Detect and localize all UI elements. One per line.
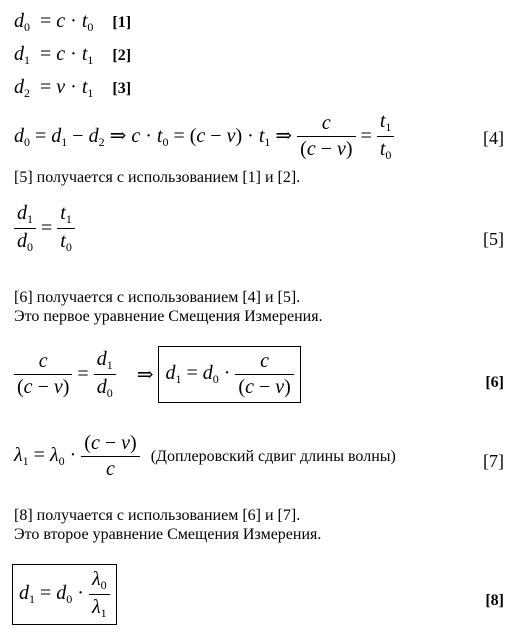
equation-5: $\frac{d_1}{d_0}$ = $\frac{t_1}{t_0}$	[14, 202, 502, 255]
equation-tag: [4]	[483, 128, 504, 148]
boxed-result: $d_1 = d_0$ · $\frac{\lambda_0}{\lambda_1}$	[12, 564, 117, 625]
subscript: 1	[87, 53, 94, 67]
equation-7: $\lambda_1 = \lambda_0$ · $\frac{(c - v)}{c}$ (Доплеровский сдвиг длины волны)	[14, 432, 396, 480]
paragraph: Это второе уравнение Смещения Измерения.	[14, 526, 322, 543]
var-d: d	[14, 10, 24, 32]
equation-1: $d_0 = c \cdot t_0$ [1]	[14, 10, 132, 34]
var-t: t	[81, 43, 88, 65]
equation-3: $d_2 = v \cdot t_1$ [3]	[14, 76, 132, 100]
boxed-result: $d_1 = d_0$ · $\frac{c}{(c - v)}$	[158, 346, 300, 403]
equation-tag: [2]	[112, 47, 132, 64]
var-c: c	[56, 43, 66, 65]
subscript: 0	[24, 20, 30, 34]
equation-6: $\frac{c}{(c - v)}$ = $\frac{d_1}{d_0}$ ⇒ $d_1 = d_0$ · $\frac{c}{(c - v)}$	[14, 346, 502, 403]
paragraph: [6] получается с использованием [4] и [5].	[14, 289, 301, 306]
subscript: 2	[24, 86, 30, 100]
equation-tag: [7]	[483, 451, 504, 471]
var-t: t	[81, 10, 88, 32]
equation-2: $d_1 = c \cdot t_1$ [2]	[14, 43, 132, 67]
paragraph: [5] получается с использованием [1] и [2].	[14, 169, 301, 186]
equation-tag: [3]	[112, 80, 132, 97]
equation-tag: [8]	[485, 592, 504, 609]
var-t: t	[81, 76, 88, 98]
var-d: d	[14, 76, 24, 98]
equation-tag: [6]	[485, 374, 504, 391]
var-d: d	[14, 43, 24, 65]
var-v: v	[56, 76, 66, 98]
subscript: 0	[87, 20, 94, 34]
subscript: 1	[24, 53, 30, 67]
equation-8	[12, 564, 502, 625]
doppler-note: (Доплеровский сдвиг длины волны)	[150, 448, 396, 466]
equation-4: $d_0 = d_1 - d_2$ ⇒ $c \cdot t_0 = (c - v) \cdot t_1$ ⇒ $\frac{c}{(c - v)}$ = $\frac{t_1}{t_0}$	[14, 110, 502, 163]
subscript: 1	[87, 86, 94, 100]
equation-tag: [1]	[112, 14, 132, 31]
var-c: c	[56, 10, 66, 32]
paragraph: [8] получается с использованием [6] и [7].	[14, 507, 301, 524]
equation-tag: [5]	[483, 229, 504, 249]
paragraph: Это первое уравнение Смещения Измерения.	[14, 308, 323, 325]
